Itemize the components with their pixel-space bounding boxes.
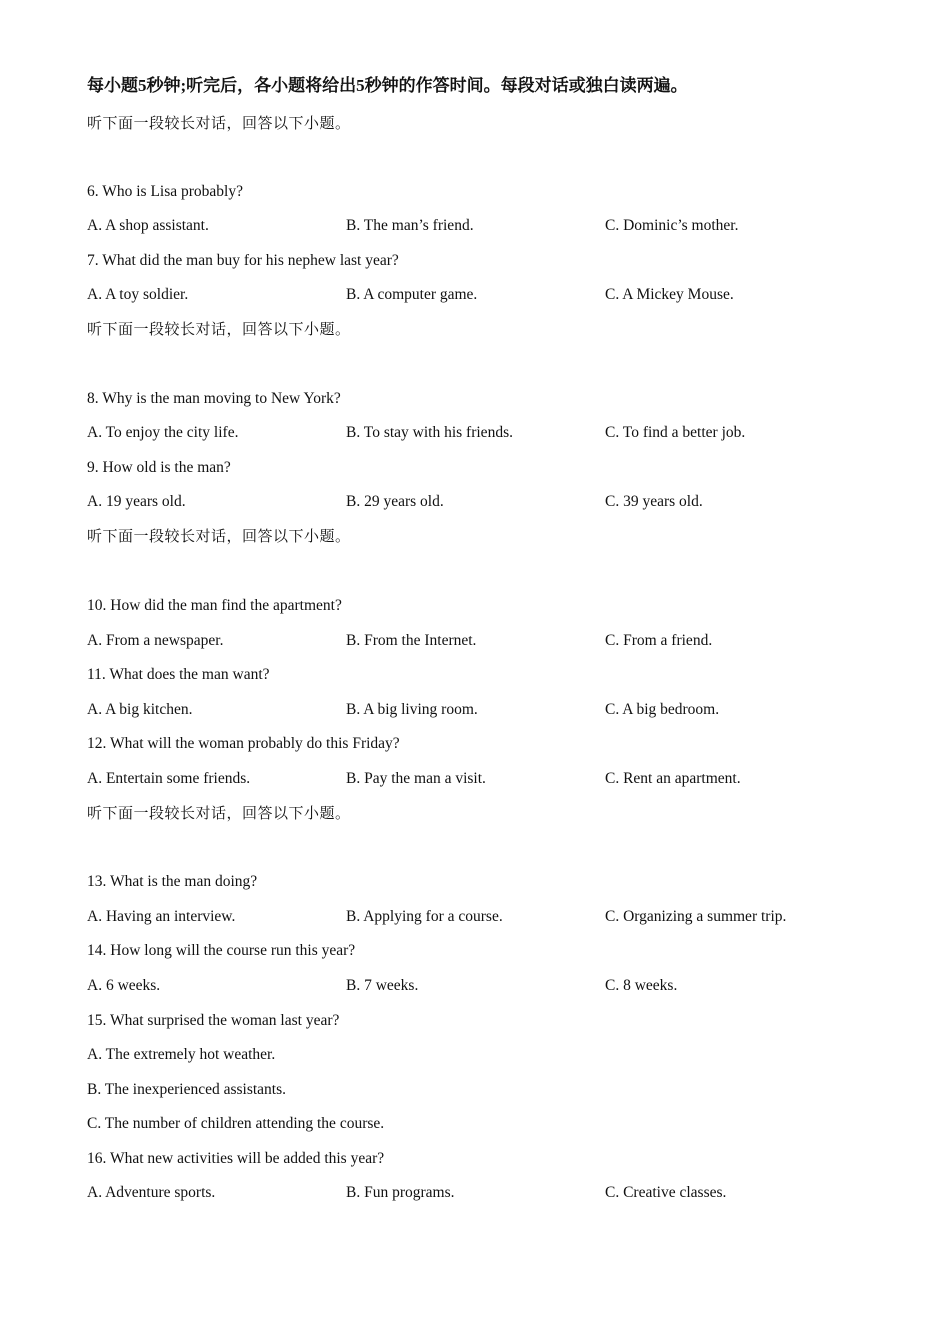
option-9a: A. 19 years old. (87, 493, 186, 510)
option-16b: B. Fun programs. (346, 1184, 455, 1201)
option-9b: B. 29 years old. (346, 493, 444, 510)
option-12c: C. Rent an apartment. (605, 770, 741, 787)
option-8c: C. To find a better job. (605, 424, 746, 441)
option-15c: C. The number of children attending the course. (87, 1115, 385, 1132)
option-12a: A. Entertain some friends. (87, 770, 251, 787)
question-13: 13. What is the man doing? (87, 873, 258, 890)
option-16a: A. Adventure sports. (87, 1184, 216, 1201)
question-10: 10. How did the man find the apartment? (87, 597, 342, 614)
option-6a: A. A shop assistant. (87, 217, 209, 234)
option-15a: A. The extremely hot weather. (87, 1046, 276, 1063)
option-7a: A. A toy soldier. (87, 286, 189, 303)
question-14: 14. How long will the course run this year? (87, 942, 356, 959)
option-13b: B. Applying for a course. (346, 908, 503, 925)
question-7: 7. What did the man buy for his nephew last year? (87, 252, 399, 269)
option-11a: A. A big kitchen. (87, 701, 193, 718)
option-7b: B. A computer game. (346, 286, 478, 303)
option-14b: B. 7 weeks. (346, 977, 419, 994)
option-15b: B. The inexperienced assistants. (87, 1081, 287, 1098)
option-11c: C. A big bedroom. (605, 701, 720, 718)
section-heading: 每小题5秒钟;听完后，各小题将给出5秒钟的作答时间。每段对话或独白读两遍。 (87, 76, 688, 95)
option-13a: A. Having an interview. (87, 908, 236, 925)
section-instruction: 听下面一段较长对话，回答以下小题。 (87, 322, 351, 338)
option-10b: B. From the Internet. (346, 632, 477, 649)
question-16: 16. What new activities will be added this year? (87, 1150, 385, 1167)
option-6c: C. Dominic’s mother. (605, 217, 739, 234)
option-8b: B. To stay with his friends. (346, 424, 513, 441)
option-7c: C. A Mickey Mouse. (605, 286, 734, 303)
option-12b: B. Pay the man a visit. (346, 770, 486, 787)
question-9: 9. How old is the man? (87, 459, 231, 476)
option-8a: A. To enjoy the city life. (87, 424, 239, 441)
option-9c: C. 39 years old. (605, 493, 703, 510)
question-15: 15. What surprised the woman last year? (87, 1012, 340, 1029)
option-16c: C. Creative classes. (605, 1184, 727, 1201)
section-instruction: 听下面一段较长对话，回答以下小题。 (87, 116, 351, 132)
question-12: 12. What will the woman probably do this Friday? (87, 735, 400, 752)
question-6: 6. Who is Lisa probably? (87, 183, 243, 200)
question-11: 11. What does the man want? (87, 666, 270, 683)
option-10c: C. From a friend. (605, 632, 713, 649)
section-instruction: 听下面一段较长对话，回答以下小题。 (87, 529, 351, 545)
option-11b: B. A big living room. (346, 701, 478, 718)
option-13c: C. Organizing a summer trip. (605, 908, 787, 925)
question-8: 8. Why is the man moving to New York? (87, 390, 341, 407)
option-14a: A. 6 weeks. (87, 977, 161, 994)
option-14c: C. 8 weeks. (605, 977, 678, 994)
section-instruction: 听下面一段较长对话，回答以下小题。 (87, 806, 351, 822)
option-10a: A. From a newspaper. (87, 632, 224, 649)
option-6b: B. The man’s friend. (346, 217, 474, 234)
